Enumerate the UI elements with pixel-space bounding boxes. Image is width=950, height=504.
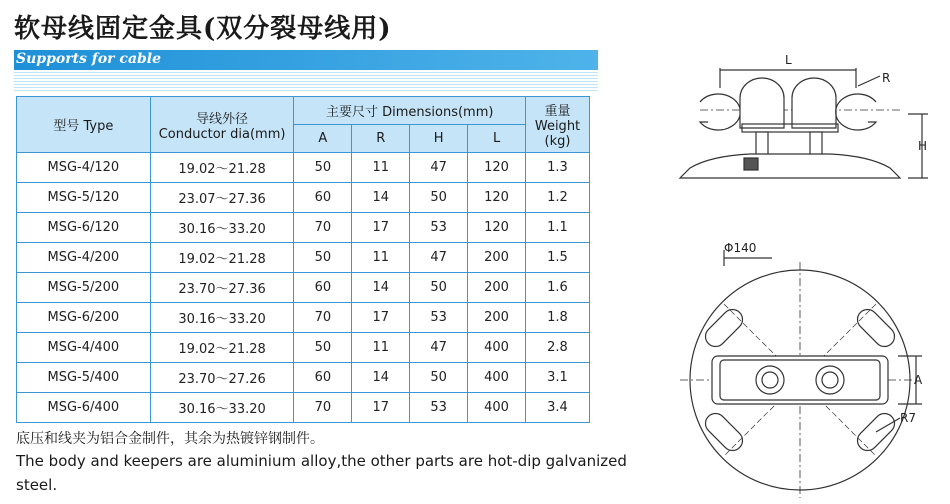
- cell-conductor-dia: 23.70～27.36: [150, 273, 294, 303]
- cell-dim-L: 400: [468, 363, 526, 393]
- header-conductor: [150, 97, 294, 153]
- cell-conductor-dia: 19.02～21.28: [150, 333, 294, 363]
- cell-dim-L: 200: [468, 273, 526, 303]
- label-R7: R7: [900, 411, 916, 425]
- cell-dim-R: 17: [352, 213, 410, 243]
- cell-dim-H: 47: [410, 153, 468, 183]
- cell-weight: 1.1: [526, 213, 590, 243]
- cell-type: MSG-5/120: [17, 183, 151, 213]
- header-weight-cn: 重量: [544, 104, 571, 119]
- subtitle-band: [14, 50, 598, 70]
- decorative-stripes: [14, 72, 598, 92]
- cell-dim-L: 200: [468, 243, 526, 273]
- table-row: [17, 393, 590, 423]
- header-weight: [526, 97, 590, 153]
- cell-dim-L: 120: [468, 183, 526, 213]
- header-conductor-cn: 导线外径: [196, 111, 249, 127]
- table-row: [17, 303, 590, 333]
- table-row: [17, 183, 590, 213]
- cell-weight: 1.5: [526, 243, 590, 273]
- cell-dim-H: 53: [410, 393, 468, 423]
- note-english-line2: steel.: [16, 476, 58, 494]
- page-title: 软母线固定金具(双分裂母线用): [14, 14, 392, 44]
- clamp-right: [836, 94, 876, 130]
- cell-weight: 1.6: [526, 273, 590, 303]
- cell-type: MSG-4/400: [17, 333, 151, 363]
- base-plate: [680, 154, 900, 178]
- cell-type: MSG-5/200: [17, 273, 151, 303]
- header-R: R: [352, 125, 410, 153]
- cell-dim-R: 14: [352, 183, 410, 213]
- cell-weight: 3.1: [526, 363, 590, 393]
- spec-table: [16, 96, 590, 423]
- cell-dim-H: 50: [410, 363, 468, 393]
- note-chinese: 底压和线夹为铝合金制件，其余为热镀锌钢制件。: [16, 431, 324, 447]
- cell-type: MSG-6/120: [17, 213, 151, 243]
- table-row: [17, 153, 590, 183]
- clamp-left: [700, 94, 740, 130]
- cell-dim-L: 120: [468, 153, 526, 183]
- cell-conductor-dia: 30.16～33.20: [150, 213, 294, 243]
- note-english-line1: The body and keepers are aluminium alloy,the other parts are hot-dip galvanized: [16, 452, 627, 470]
- header-conductor-en: Conductor dia(mm): [158, 126, 286, 142]
- cell-weight: 2.8: [526, 333, 590, 363]
- cell-dim-H: 53: [410, 213, 468, 243]
- table-row: [17, 243, 590, 273]
- cell-type: MSG-4/120: [17, 153, 151, 183]
- header-weight-en: Weight: [534, 119, 581, 134]
- cell-dim-R: 11: [352, 243, 410, 273]
- label-R: R: [882, 71, 891, 85]
- cell-dim-R: 11: [352, 153, 410, 183]
- cell-dim-H: 47: [410, 333, 468, 363]
- cell-dim-A: 60: [294, 183, 352, 213]
- cell-type: MSG-6/400: [17, 393, 151, 423]
- label-L: L: [785, 53, 792, 67]
- cell-type: MSG-4/200: [17, 243, 151, 273]
- cell-dim-A: 60: [294, 273, 352, 303]
- cell-dim-L: 200: [468, 303, 526, 333]
- cell-conductor-dia: 30.16～33.20: [150, 393, 294, 423]
- body-bar: [712, 356, 888, 404]
- technical-drawing: [660, 40, 940, 500]
- cell-dim-H: 47: [410, 243, 468, 273]
- cell-dim-R: 14: [352, 273, 410, 303]
- cell-dim-R: 11: [352, 333, 410, 363]
- cell-dim-H: 50: [410, 183, 468, 213]
- cell-type: MSG-6/200: [17, 303, 151, 333]
- cell-dim-R: 17: [352, 393, 410, 423]
- cell-dim-L: 400: [468, 333, 526, 363]
- header-L: L: [468, 125, 526, 153]
- cell-dim-A: 50: [294, 153, 352, 183]
- cell-conductor-dia: 19.02～21.28: [150, 153, 294, 183]
- table-row: [17, 213, 590, 243]
- cell-conductor-dia: 19.02～21.28: [150, 243, 294, 273]
- cell-dim-H: 50: [410, 273, 468, 303]
- cell-conductor-dia: 30.16～33.20: [150, 303, 294, 333]
- cell-type: MSG-5/400: [17, 363, 151, 393]
- header-A: A: [294, 125, 352, 153]
- cell-dim-A: 70: [294, 213, 352, 243]
- table-row: [17, 273, 590, 303]
- header-dimensions: 主要尺寸 Dimensions(mm): [294, 97, 526, 125]
- cell-conductor-dia: 23.07～27.36: [150, 183, 294, 213]
- cell-dim-A: 50: [294, 243, 352, 273]
- table-row: [17, 363, 590, 393]
- cell-dim-L: 120: [468, 213, 526, 243]
- cell-weight: 1.3: [526, 153, 590, 183]
- cell-dim-H: 53: [410, 303, 468, 333]
- cell-weight: 1.8: [526, 303, 590, 333]
- cell-weight: 1.2: [526, 183, 590, 213]
- cell-conductor-dia: 23.70～27.26: [150, 363, 294, 393]
- cell-dim-A: 60: [294, 363, 352, 393]
- cell-dim-R: 14: [352, 363, 410, 393]
- cell-dim-A: 50: [294, 333, 352, 363]
- cell-weight: 3.4: [526, 393, 590, 423]
- cell-dim-A: 70: [294, 393, 352, 423]
- table-row: [17, 333, 590, 363]
- label-A: A: [914, 373, 923, 387]
- label-phi140: Φ140: [724, 241, 757, 255]
- cell-dim-L: 400: [468, 393, 526, 423]
- subtitle: Supports for cable: [16, 51, 162, 67]
- cell-dim-R: 17: [352, 303, 410, 333]
- header-weight-unit: (kg): [544, 134, 571, 149]
- header-type: 型号 Type: [17, 97, 151, 153]
- label-H: H: [918, 139, 928, 153]
- header-H: H: [410, 125, 468, 153]
- cell-dim-A: 70: [294, 303, 352, 333]
